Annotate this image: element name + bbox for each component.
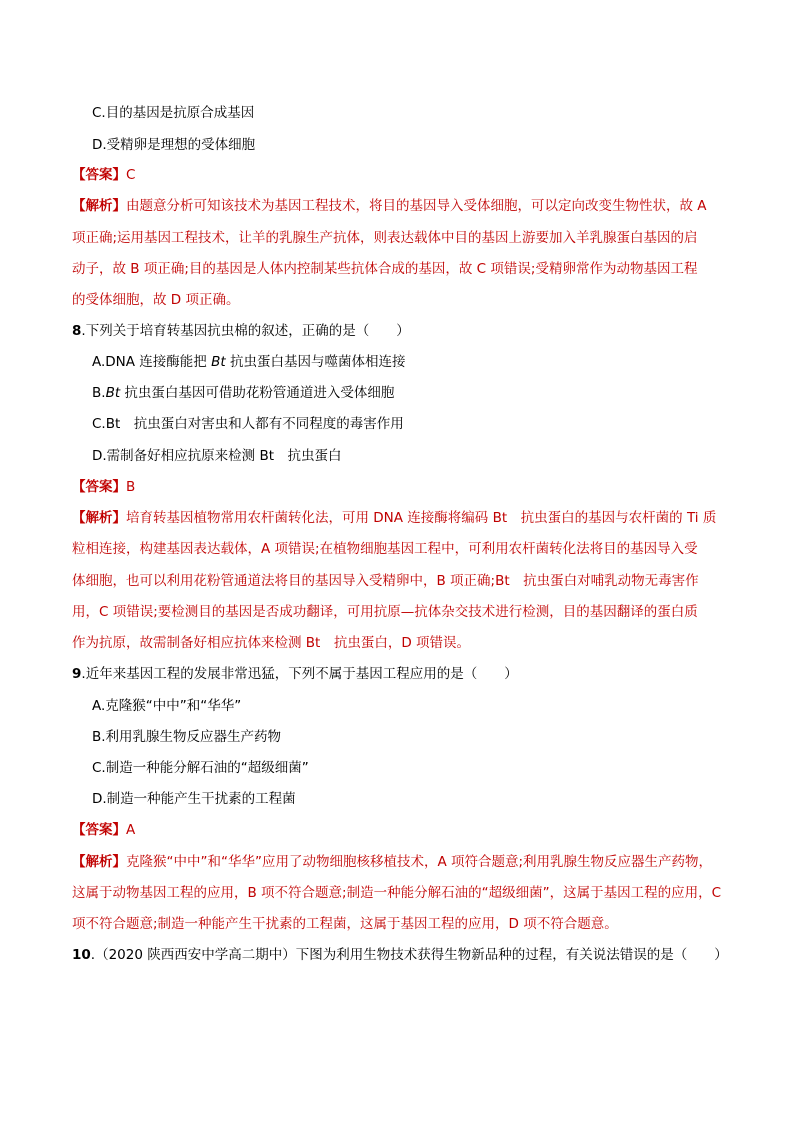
- question-number: 9: [72, 666, 82, 682]
- q8-analysis-line-5: 作为抗原，故需制备好相应抗体来检测 Bt 抗虫蛋白，D 项错误。: [72, 635, 471, 651]
- analysis-label: 【解析】: [72, 510, 126, 526]
- q9-option-b: B.利用乳腺生物反应器生产药物: [92, 729, 282, 745]
- q9-analysis-line-1: [72, 853, 712, 871]
- answer-label: 【答案】: [72, 822, 126, 838]
- q9-option-a: A.克隆猴“中中”和“华华”: [92, 698, 242, 714]
- analysis-label: 【解析】: [72, 854, 126, 870]
- answer-value: B: [126, 479, 136, 495]
- q10-stem: [72, 946, 728, 964]
- question-text: .（2020 陕西西安中学高二期中）下图为利用生物技术获得生物新品种的过程，有关说法错误的是（ ）: [90, 947, 728, 963]
- q7-analysis-line-3: 动子，故 B 项正确;目的基因是人体内控制某些抗体合成的基因，故 C 项错误;受精卵常作为动物基因工程: [72, 261, 698, 277]
- answer-label: 【答案】: [72, 479, 126, 495]
- q9-option-c: C.制造一种能分解石油的“超级细菌”: [92, 760, 309, 776]
- answer-value: C: [126, 167, 136, 183]
- question-text: .下列关于培育转基因抗虫棉的叙述，正确的是（ ）: [81, 323, 410, 339]
- answer-value: A: [126, 822, 136, 838]
- q7-option-d: D.受精卵是理想的受体细胞: [92, 137, 256, 153]
- q7-analysis-line-1: [72, 197, 707, 215]
- q9-analysis-line-2: 这属于动物基因工程的应用，B 项不符合题意;制造一种能分解石油的“超级细菌”，这属于基因工程的应用，C: [72, 885, 722, 901]
- q9-option-d: D.制造一种能产生干扰素的工程菌: [92, 791, 296, 807]
- q8-analysis-line-4: 用，C 项错误;要检测目的基因是否成功翻译，可用抗原—抗体杂交技术进行检测，目的基因翻译的蛋白质: [72, 604, 698, 620]
- q7-option-c: C.目的基因是抗原合成基因: [92, 105, 255, 121]
- q7-analysis-line-4: 的受体细胞，故 D 项正确。: [72, 292, 240, 308]
- q8-option-a: A.DNA 连接酶能把 Bt 抗虫蛋白基因与噬菌体相连接: [92, 354, 406, 370]
- analysis-text: 克隆猴“中中”和“华华”应用了动物细胞核移植技术，A 项符合题意;利用乳腺生物反应器生产药物，: [126, 854, 713, 870]
- q9-stem: [72, 665, 518, 683]
- q8-analysis-line-1: [72, 509, 716, 527]
- analysis-label: 【解析】: [72, 198, 126, 214]
- q8-option-b: B.Bt 抗虫蛋白基因可借助花粉管通道进入受体细胞: [92, 385, 395, 401]
- q8-option-c: C.Bt 抗虫蛋白对害虫和人都有不同程度的毒害作用: [92, 416, 404, 432]
- answer-label: 【答案】: [72, 167, 126, 183]
- question-number: 8: [72, 323, 82, 339]
- analysis-text: 培育转基因植物常用农杆菌转化法，可用 DNA 连接酶将编码 Bt 抗虫蛋白的基因与农杆菌的 Ti 质: [126, 510, 717, 526]
- q7-analysis-line-2: 项正确;运用基因工程技术，让羊的乳腺生产抗体，则表达载体中目的基因上游要加入羊乳腺蛋白基因的启: [72, 230, 698, 246]
- analysis-text: 由题意分析可知该技术为基因工程技术，将目的基因导入受体细胞，可以定向改变生物性状，故 A: [126, 198, 707, 214]
- q8-stem: [72, 322, 410, 340]
- q9-answer: [72, 821, 135, 839]
- question-number: 10: [72, 947, 91, 963]
- q8-answer: [72, 478, 135, 496]
- q8-analysis-line-3: 体细胞，也可以利用花粉管通道法将目的基因导入受精卵中，B 项正确;Bt 抗虫蛋白对哺乳动物无毒害作: [72, 573, 699, 589]
- q9-analysis-line-3: 项不符合题意;制造一种能产生干扰素的工程菌，这属于基因工程的应用，D 项不符合题意。: [72, 916, 618, 932]
- q8-analysis-line-2: 粒相连接，构建基因表达载体，A 项错误;在植物细胞基因工程中，可利用农杆菌转化法将目的基因导入受: [72, 541, 698, 557]
- q7-answer: [72, 166, 135, 184]
- question-text: .近年来基因工程的发展非常迅猛，下列不属于基因工程应用的是（ ）: [81, 666, 518, 682]
- q8-option-d: D.需制备好相应抗原来检测 Bt 抗虫蛋白: [92, 448, 342, 464]
